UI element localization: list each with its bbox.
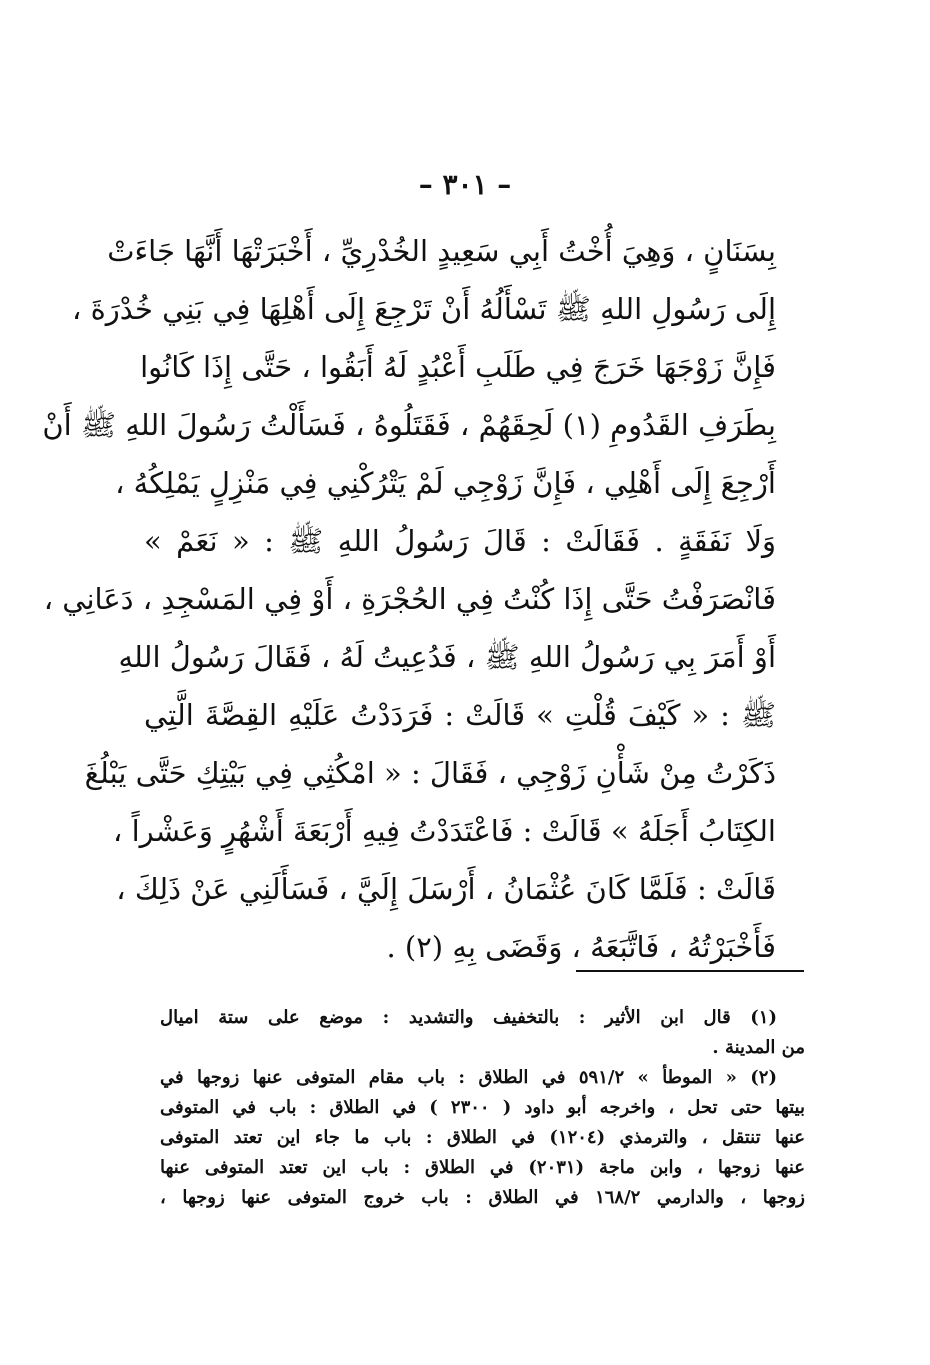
footnote-line: (٢) « الموطأ » ٥٩١/٢ في الطلاق : باب مقام المتوفى عنها زوجها في [160,1067,777,1088]
text-line: فَإِنَّ زَوْجَهَا خَرَجَ فِي طَلَبِ أَعْبُدٍ لَهُ أَبَقُوا ، حَتَّى إِذَا كَانُوا [140,350,776,384]
text-line: إِلَى رَسُولِ اللهِ ﷺ تَسْأَلُهُ أَنْ تَرْجِعَ إِلَى أَهْلِهَا فِي بَنِي خُدْرَةَ ، [71,292,776,326]
text-line: فَانْصَرَفْتُ حَتَّى إِذَا كُنْتُ فِي الحُجْرَةِ ، أَوْ فِي المَسْجِدِ ، دَعَانِي ، [43,582,776,616]
text-line: بِسَنَانٍ ، وَهِيَ أُخْتُ أَبِي سَعِيدٍ الخُدْرِيِّ ، أَخْبَرَتْهَا أَنَّهَا جَاءَتْ [107,234,776,268]
footnotes [160,1003,805,1213]
text-line: ذَكَرْتُ مِنْ شَأْنِ زَوْجِي ، فَقَالَ : « امْكُثِي فِي بَيْتِكِ حَتَّى يَبْلُغَ [84,756,776,790]
footnote-line: بيتها حتى تحل ، واخرجه أبو داود ( ٢٣٠٠ ) في الطلاق : باب في المتوفى [160,1097,806,1118]
footnote-separator [576,970,804,972]
text-line: الكِتَابُ أَجَلَهُ » قَالَتْ : فَاعْتَدَدْتُ فِيهِ أَرْبَعَةَ أَشْهُرٍ وَعَشْراً ، [113,814,776,848]
footnote-line: عنها تنتقل ، والترمذي (١٢٠٤) في الطلاق : باب ما جاء اين تعتد المتوفى [160,1127,805,1148]
footnote-line: زوجها ، والدارمي ١٦٨/٢ في الطلاق : باب خروج المتوفى عنها زوجها ، [160,1187,806,1208]
text-line: وَلَا نَفَقَةٍ . فَقَالَتْ : قَالَ رَسُولُ اللهِ ﷺ : « نَعَمْ » [144,524,776,558]
text-line: قَالَتْ : فَلَمَّا كَانَ عُثْمَانُ ، أَرْسَلَ إِلَيَّ ، فَسَأَلَنِي عَنْ ذَلِكَ ، [116,872,776,906]
page-number: – ٣٠١ – [418,168,512,201]
footnote-line: من المدينة . [712,1037,805,1058]
text-line: ﷺ : « كَيْفَ قُلْتِ » قَالَتْ : فَرَدَدْتُ عَلَيْهِ القِصَّةَ الَّتِي [144,698,776,732]
text-line: بِطَرَفِ القَدُومِ (١) لَحِقَهُمْ ، فَقَتَلُوهُ ، فَسَأَلْتُ رَسُولَ اللهِ ﷺ أَنْ [42,408,776,442]
text-line: فَأَخْبَرْتُهُ ، فَاتَّبَعَهُ ، وَقَضَى بِهِ (٢) . [386,930,776,964]
text-line: أَوْ أَمَرَ بِي رَسُولُ اللهِ ﷺ ، فَدُعِيتُ لَهُ ، فَقَالَ رَسُولُ اللهِ [118,640,776,674]
footnote-line: (١) قال ابن الأثير : بالتخفيف والتشديد : موضع على ستة اميال [160,1007,777,1028]
main-text [42,222,776,976]
text-line: أَرْجِعَ إِلَى أَهْلِي ، فَإِنَّ زَوْجِي لَمْ يَتْرُكْنِي فِي مَنْزِلٍ يَمْلِكُهُ ، [115,466,776,500]
footnote-line: عنها زوجها ، وابن ماجة (٢٠٣١) في الطلاق : باب اين تعتد المتوفى عنها [160,1157,805,1178]
